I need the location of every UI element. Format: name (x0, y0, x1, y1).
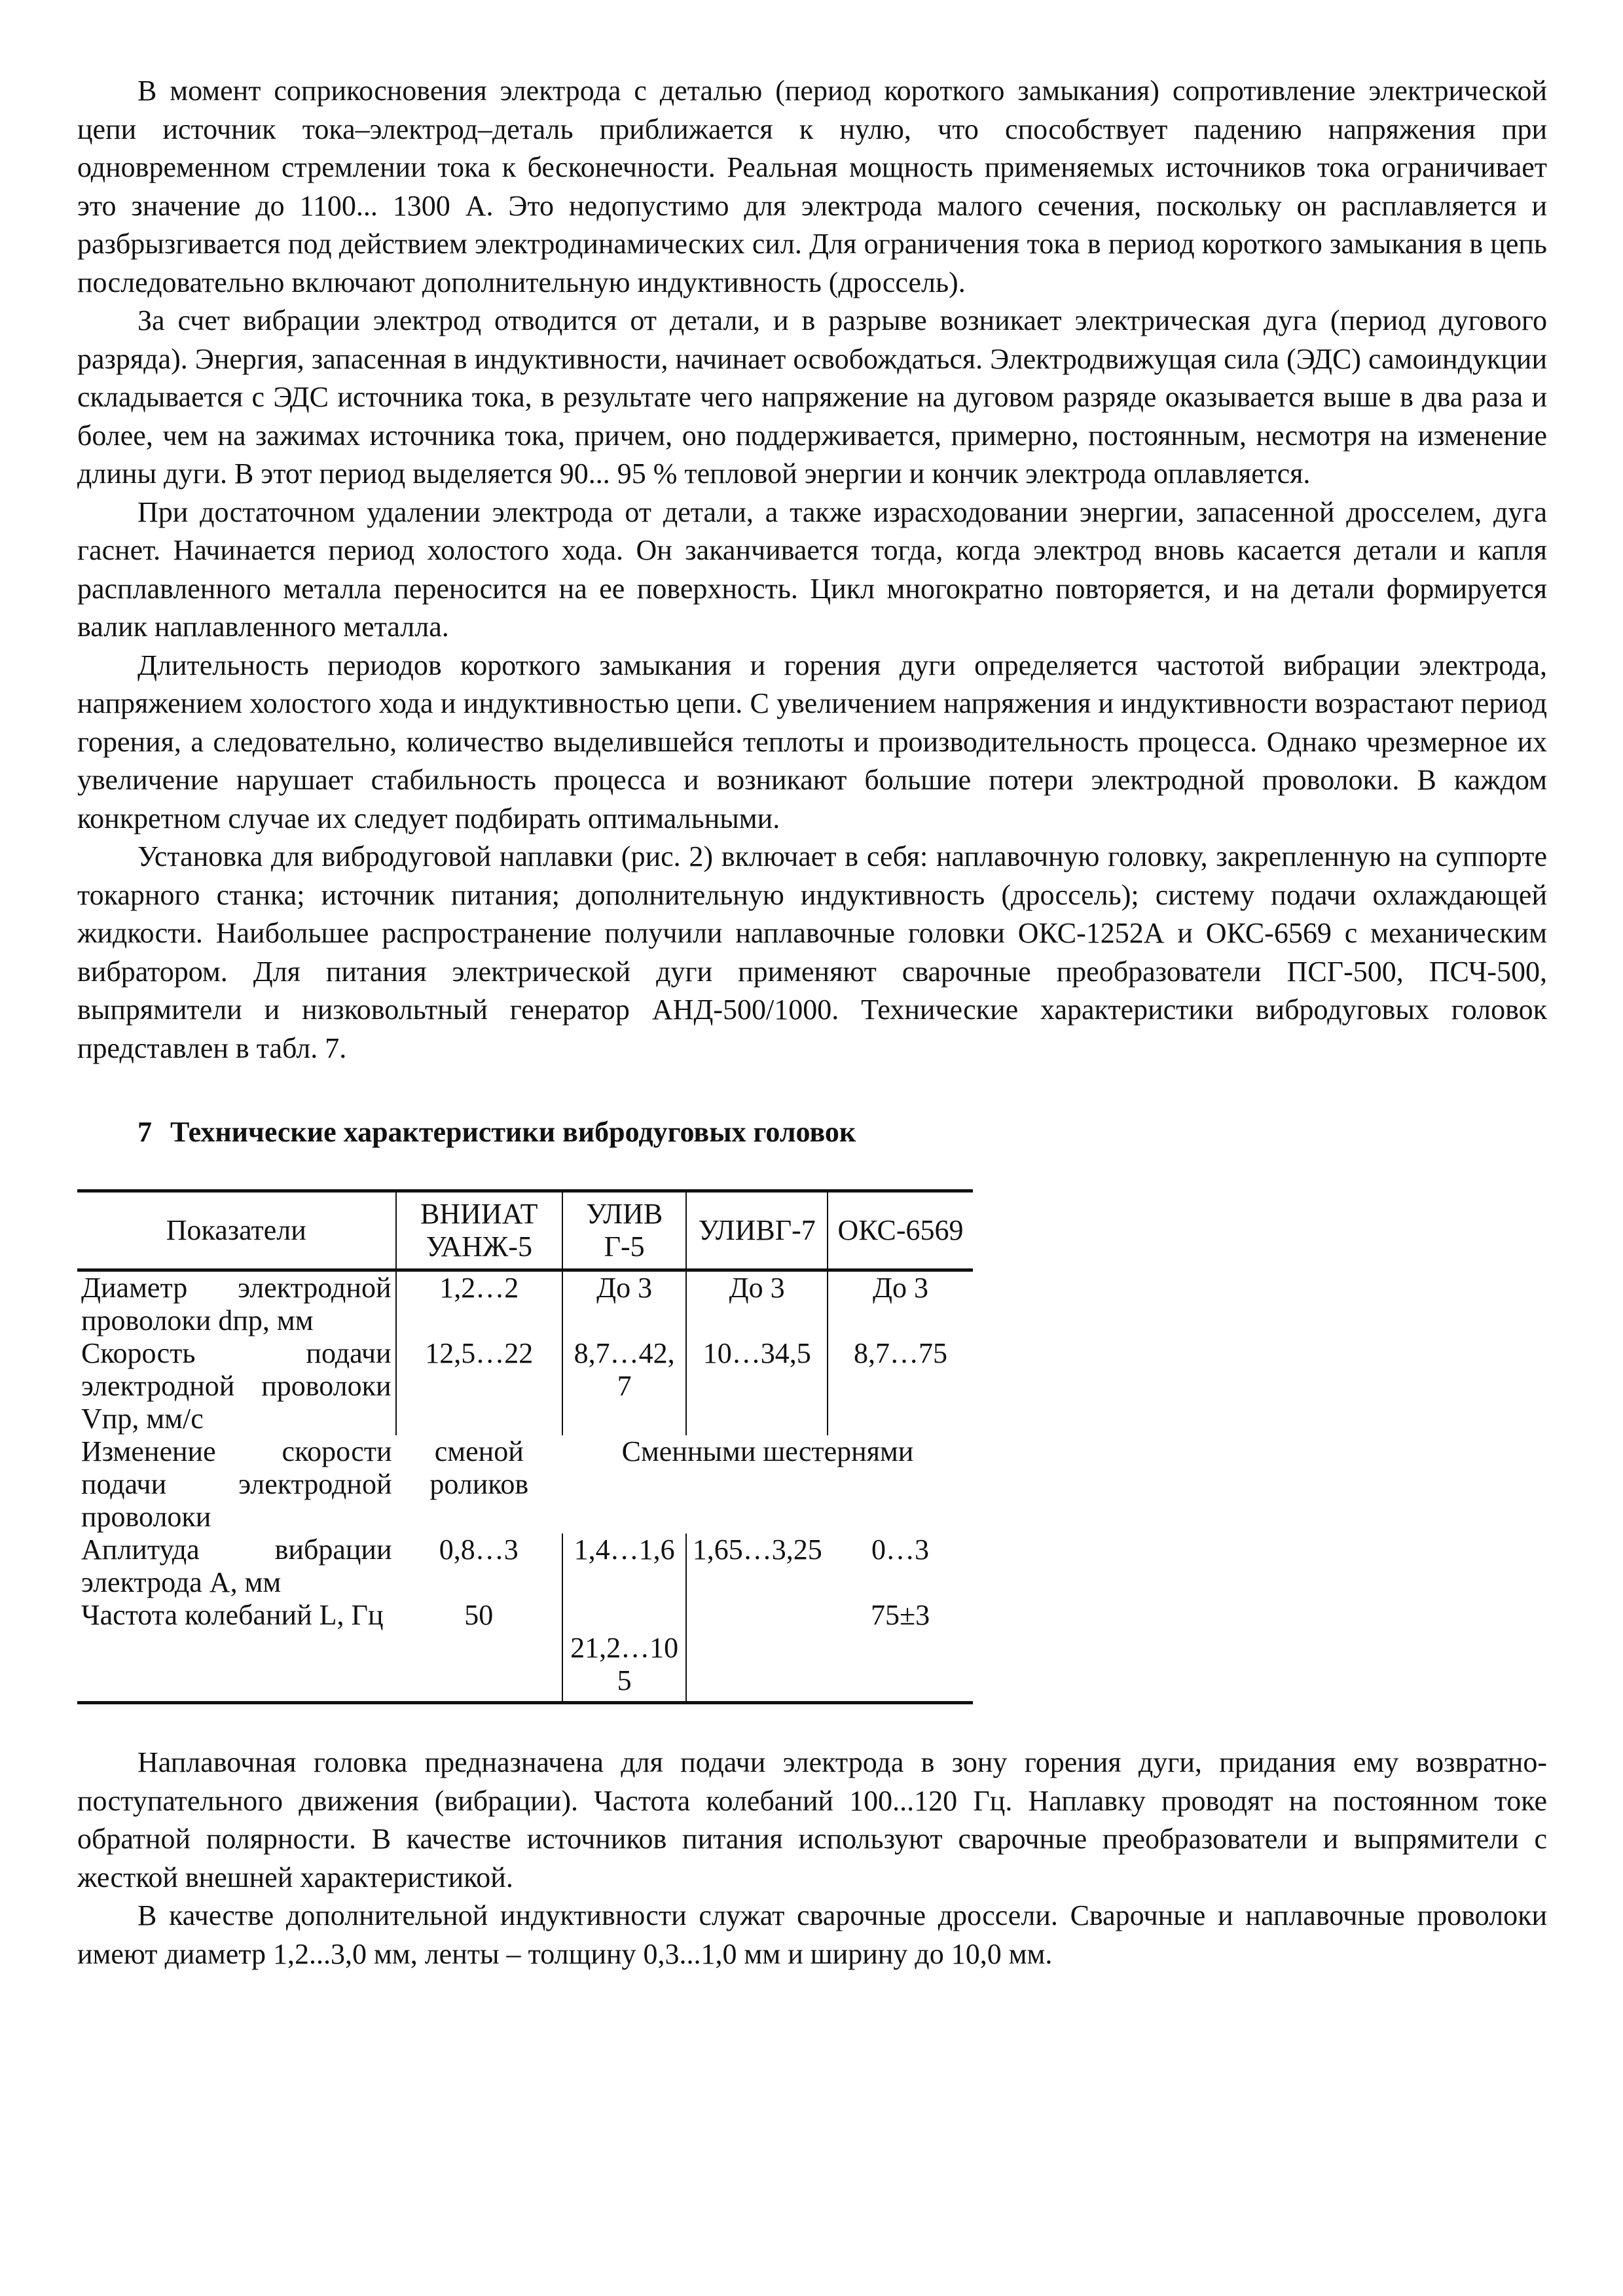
header-ulivg7: УЛИВГ-7 (686, 1191, 828, 1270)
table-cell: 21,2…105 (562, 1599, 686, 1703)
row-label-speed-change: Изменение скорости подачи электродной проволоки (81, 1435, 392, 1533)
paragraph-idle-period: При достаточном удалении электрода от детали, а также израсходовании энергии, запасенной дросселем, дуга гаснет. Начинается период холостого хода. Он заканчивается тогда, когда электрод вновь касается детали и капля расплавленного металла переносится на ее поверхность. Цикл многократно повторяется, и на детали формируется валик наплавленного металла. (77, 495, 1547, 643)
table-caption-number: 7 (137, 1116, 152, 1148)
table-cell: 1,65…3,25 (686, 1534, 828, 1599)
table-cell: 1,2…2 (396, 1270, 562, 1338)
table-cell: 50 (396, 1599, 562, 1703)
document-page (77, 72, 1547, 1973)
table-cell: 0,8…3 (439, 1534, 519, 1566)
row-label-feed-speed: Скорость подачи электродной проволоки Vпр, мм/с (81, 1337, 392, 1435)
table-cell: 10…34,5 (686, 1337, 828, 1435)
table-cell: До 3 (828, 1270, 973, 1338)
table-cell: До 3 (686, 1270, 828, 1338)
table-cell: 75±3 (828, 1599, 973, 1703)
row-label-amplitude: Аплитуда вибрации электрода A, мм (81, 1534, 392, 1598)
row-label-frequency: Частота колебаний L, Гц (77, 1599, 396, 1703)
table-cell: Сменными шестернями (621, 1435, 914, 1467)
table-cell: 8,7…42,7 (562, 1337, 686, 1435)
table-row (77, 1599, 973, 1703)
paragraph-welding-head: Наплавочная головка предназначена для подачи электрода в зону горения дуги, придания ему возвратно-поступательного движения (вибрации). Частота колебаний 100...120 Гц. Наплавку проводят на постоянном токе обратной полярности. В качестве источников питания используют сварочные преобразователи и выпрямители с жесткой внешней характеристикой. (77, 1746, 1547, 1893)
table-caption (137, 1113, 1547, 1151)
table-header-row (77, 1191, 973, 1270)
table-cell (686, 1599, 828, 1703)
paragraph-inductance: В качестве дополнительной индуктивности служат сварочные дроссели. Сварочные и наплавочные проволоки имеют диаметр 1,2...3,0 мм, ленты – толщину 0,3...1,0 мм и ширину до 10,0 мм. (77, 1899, 1547, 1970)
table-row (77, 1270, 973, 1338)
table-cell: 8,7…75 (828, 1337, 973, 1435)
paragraph-period-duration: Длительность периодов короткого замыкания и горения дуги определяется частотой вибрации электрода, напряжением холостого хода и индуктивностью цепи. С увеличением напряжения и индуктивности возрастают период горения, а следовательно, количество выделившейся теплоты и производительность процесса. Однако чрезмерное их увеличение нарушает стабильность процесса и возникают большие потери электродной проволоки. В каждом конкретном случае их следует подбирать оптимальными. (77, 649, 1547, 834)
table-caption-title: Технические характеристики вибродуговых головок (170, 1116, 856, 1148)
header-oks-6569: ОКС-6569 (828, 1191, 973, 1270)
paragraph-short-circuit: В момент соприкосновения электрода с деталью (период короткого замыкания) сопротивление электрической цепи источник тока–электрод–деталь приближается к нулю, что способствует падению напряжения при одновременном стремлении тока к бесконечности. Реальная мощность применяемых источников тока ограничивает это значение до 1100... 1300 А. Это недопустимо для электрода малого сечения, поскольку он расплавляется и разбрызгивается под действием электродинамических сил. Для ограничения тока в период короткого замыкания в цепь последовательно включают дополнительную индуктивность (дроссель). (77, 75, 1547, 298)
table-row (77, 1534, 973, 1599)
header-uliv-g5: УЛИВ Г-5 (562, 1191, 686, 1270)
header-indicators: Показатели (77, 1191, 396, 1270)
header-vniiat: ВНИИАТ УАНЖ-5 (396, 1191, 562, 1270)
table-cell: До 3 (562, 1270, 686, 1338)
table-row (77, 1435, 973, 1534)
specifications-table (77, 1189, 973, 1704)
table-row (77, 1337, 973, 1435)
table-cell: 12,5…22 (396, 1337, 562, 1435)
table-cell: 1,4…1,6 (562, 1534, 686, 1599)
row-label-wire-diameter: Диаметр электродной проволоки dпр, мм (81, 1272, 392, 1336)
table-cell: 0…3 (871, 1534, 930, 1566)
table-cell: сменой роликов (429, 1435, 529, 1500)
paragraph-installation: Установка для вибродуговой наплавки (рис. 2) включает в себя: наплавочную головку, закрепленную на суппорте токарного станка; источник питания; дополнительную индуктивность (дроссель); систему подачи охлаждающей жидкости. Наибольшее распространение получили наплавочные головки ОКС-1252А и ОКС-6569 с механическим вибратором. Для питания электрической дуги применяют сварочные преобразователи ПСГ-500, ПСЧ-500, выпрямители и низковольтный генератор АНД-500/1000. Технические характеристики вибродуговых головок представлен в табл. 7. (77, 840, 1547, 1064)
paragraph-arc-discharge: За счет вибрации электрод отводится от детали, и в разрыве возникает электрическая дуга (период дугового разряда). Энергия, запасенная в индуктивности, начинает освобождаться. Электродвижущая сила (ЭДС) самоиндукции складывается с ЭДС источника тока, в результате чего напряжение на дуговом разряде оказывается выше в два раза и более, чем на зажимах источника тока, причем, оно поддерживается, примерно, постоянным, несмотря на изменение длины дуги. В этот период выделяется 90... 95 % тепловой энергии и кончик электрода оплавляется. (77, 304, 1547, 490)
